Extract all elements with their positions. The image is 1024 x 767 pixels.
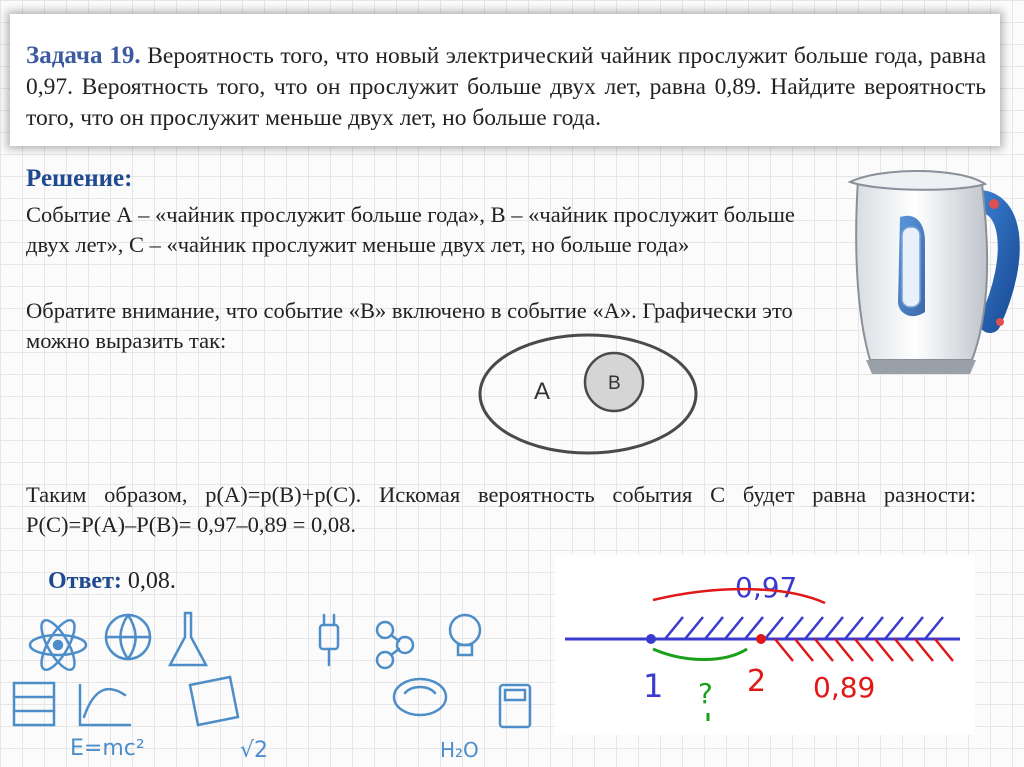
water-doodle: H₂O <box>440 738 479 762</box>
events-definition: Событие А – «чайник прослужит больше года», В – «чайник прослужит больше двух лет», С – «чайник прослужит меньше двух лет, но больше года» <box>26 202 795 257</box>
formula-doodle: E=mc² <box>70 736 145 761</box>
point-one <box>646 634 656 644</box>
venn-diagram <box>476 332 700 456</box>
set-a-label: A <box>534 378 551 405</box>
answer-label: Ответ: <box>48 568 122 594</box>
set-b-label: B <box>608 373 621 394</box>
label-two: 2 <box>747 664 767 699</box>
molecule-icon <box>377 622 413 668</box>
globe-icon <box>106 615 150 659</box>
label-089: 0,89 <box>813 671 876 704</box>
brain-icon <box>394 679 446 715</box>
switch-lamp <box>996 318 1004 326</box>
lightbulb-icon <box>450 615 480 655</box>
kettle-illustration <box>840 162 1024 384</box>
power-switch <box>989 199 999 209</box>
question-mark: ? <box>698 677 713 710</box>
atom-icon <box>30 616 86 674</box>
plug-icon <box>320 615 338 665</box>
answer-value: 0,08. <box>127 568 176 594</box>
water-gauge <box>902 227 920 307</box>
document-icon <box>190 677 238 725</box>
solution-heading: Решение: <box>26 165 133 192</box>
kettle-lid <box>850 171 985 190</box>
point-two <box>756 634 766 644</box>
kettle-base <box>866 360 976 374</box>
calculator-icon <box>500 685 530 727</box>
number-line-sketch <box>555 555 975 735</box>
conclusion-text: Таким образом, р(А)=р(В)+р(С). Искомая вероятность события С будет равна разности: Р(С)=Р(А)–Р(В)= 0,97–0,89 = 0,08. <box>26 482 976 537</box>
task-title: Задача 19. <box>26 42 141 69</box>
task-text: Вероятность того, что новый электрический чайник прослужит больше года, равна 0,97. Вероятность того, что он прослужит больше двух лет, равна 0,89. Найдите вероятность того, что он прослужит меньше двух лет, но больше года. <box>26 43 986 131</box>
sqrt-doodle: √2 <box>240 738 269 763</box>
inclusion-note: Обратите внимание, что событие «В» включено в событие «А». Графически это можно выразить так: <box>26 298 793 353</box>
label-097: 0,97 <box>735 571 798 604</box>
science-doodles <box>0 585 540 767</box>
abacus-icon <box>14 683 54 725</box>
flask-icon <box>170 613 206 665</box>
task-statement <box>26 40 986 134</box>
label-one: 1 <box>643 667 664 705</box>
graph-icon <box>80 685 130 725</box>
